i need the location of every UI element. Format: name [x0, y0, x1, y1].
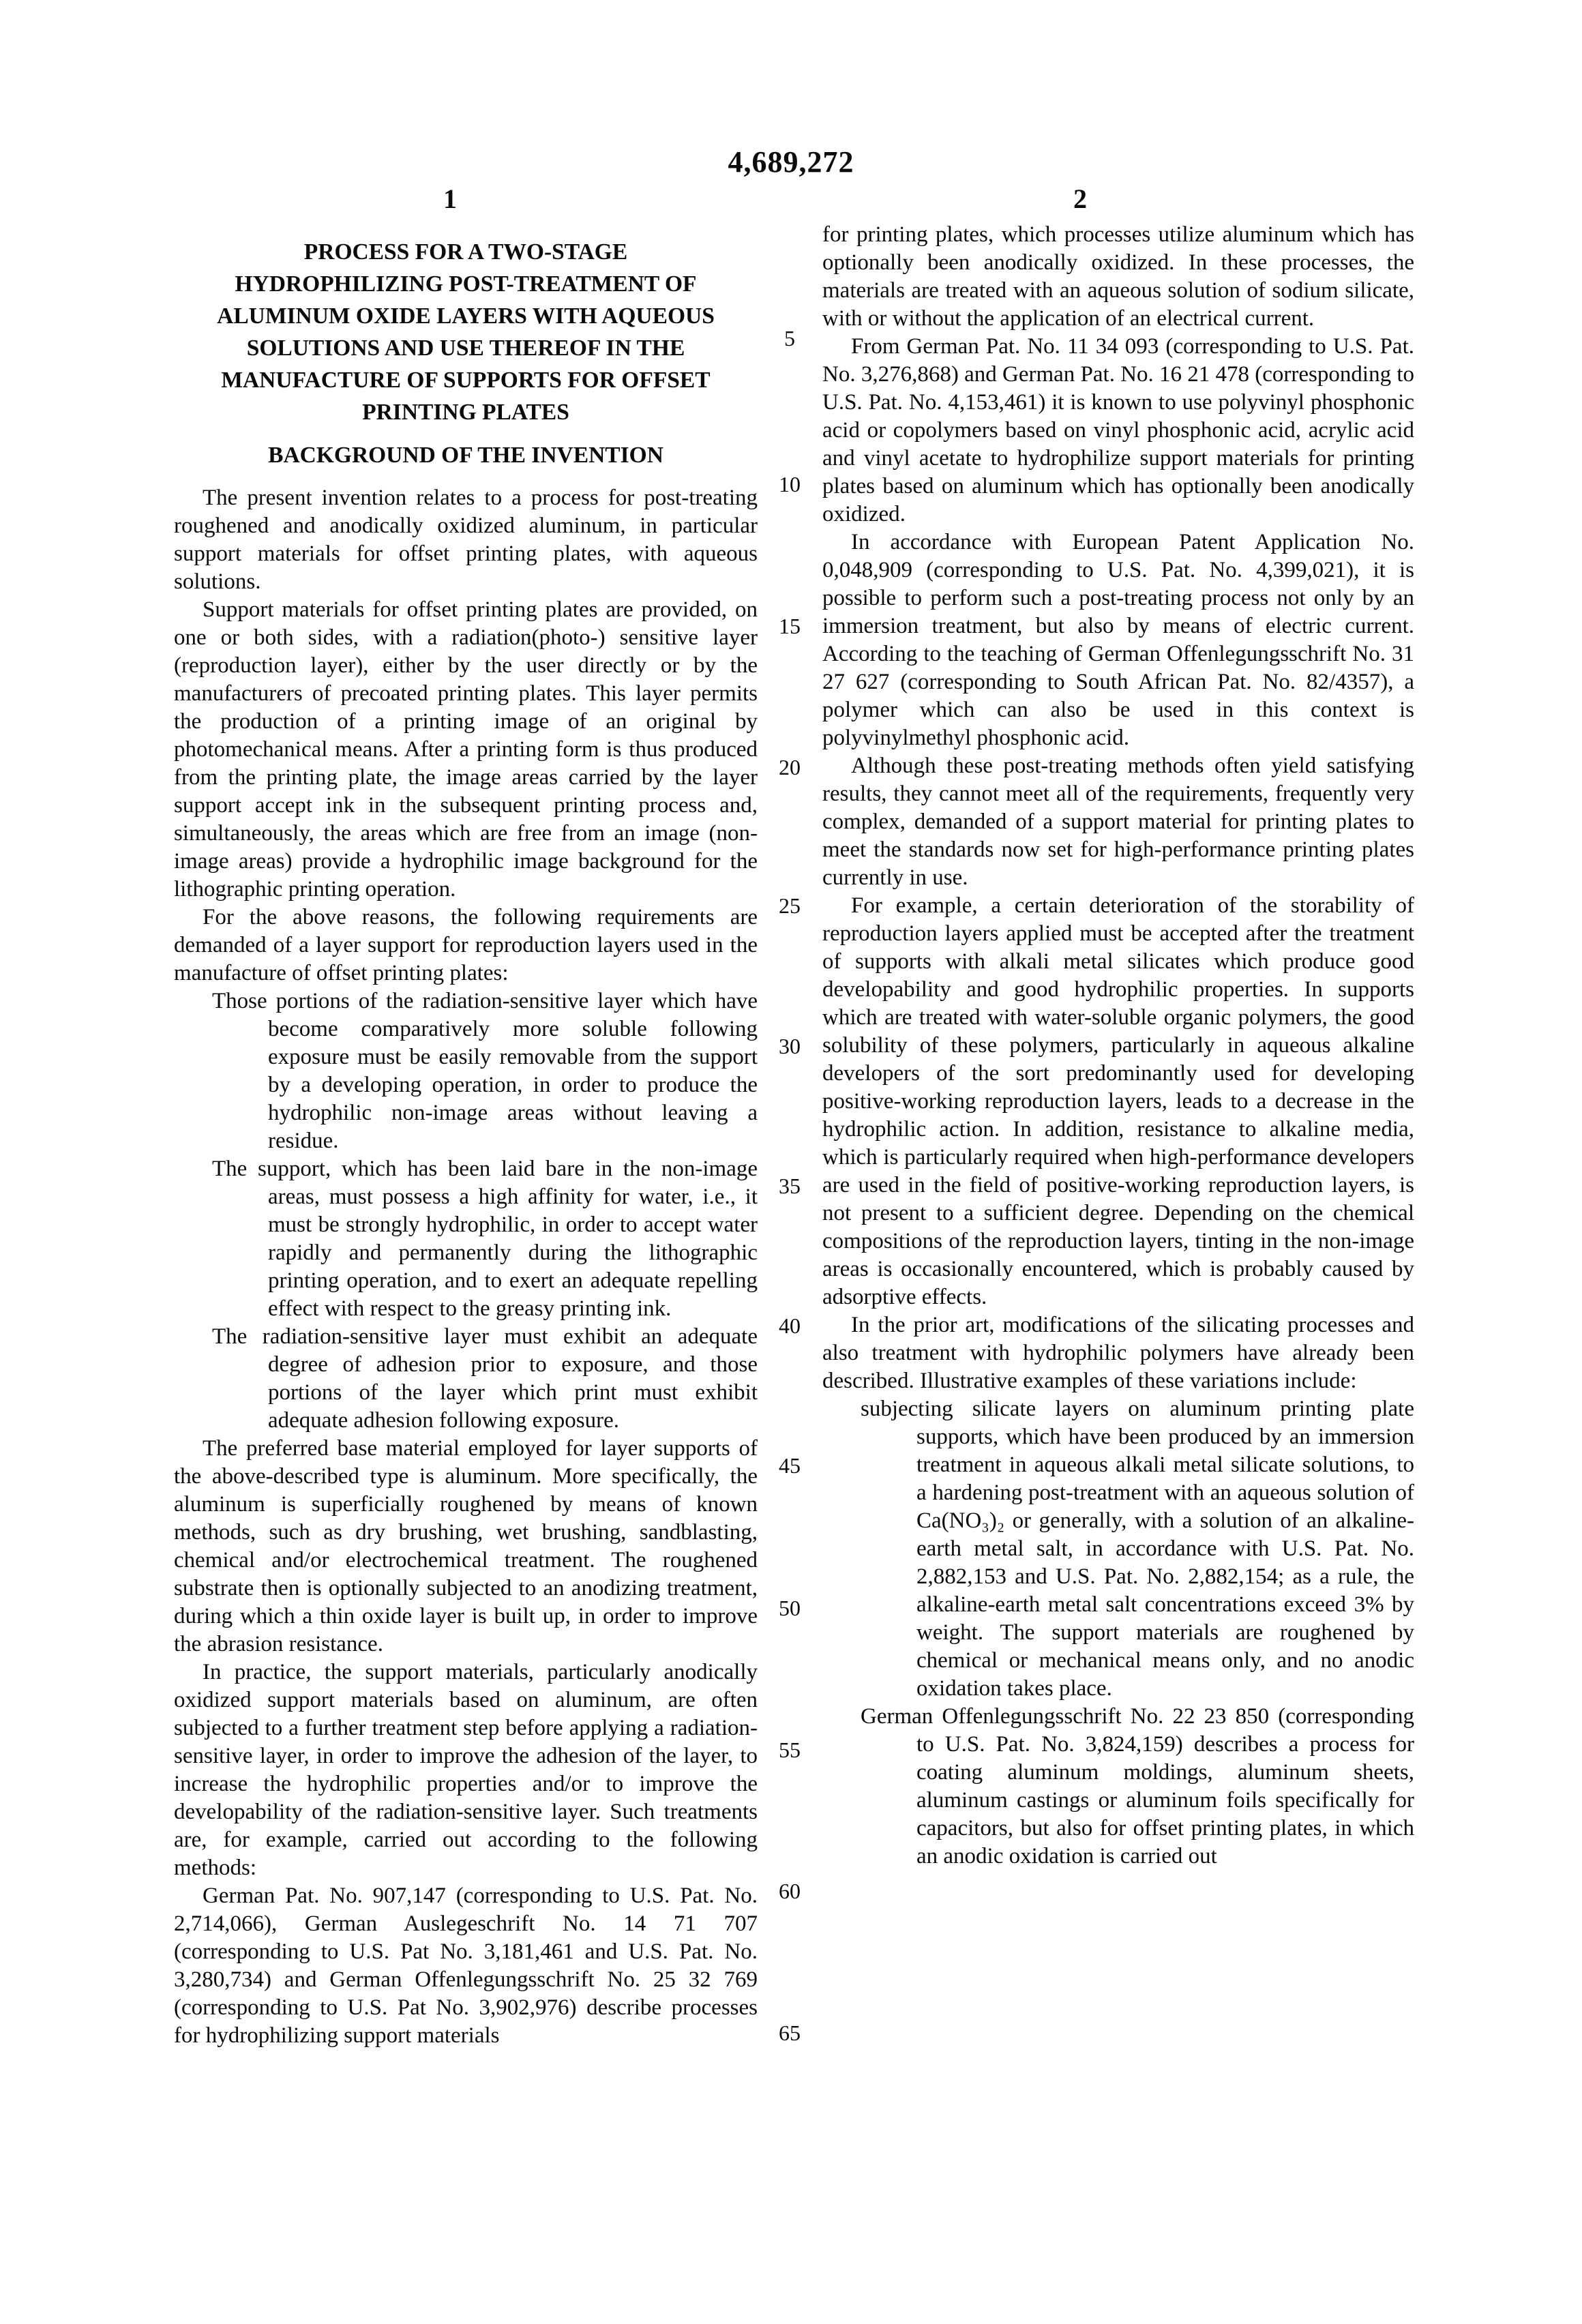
- left-column-text: [174, 484, 758, 2050]
- column-number-right: 2: [1073, 183, 1087, 214]
- line-number: 45: [779, 1453, 801, 1478]
- background-heading: BACKGROUND OF THE INVENTION: [268, 443, 663, 468]
- paragraph: The radiation-sensitive layer must exhibit an adequate degree of adhesion prior to exposure, and those portions of the layer which print must exhibit adequate adhesion following exposure.: [212, 1324, 758, 1433]
- paragraph: Although these post-treating methods often yield satisfying results, they cannot meet all of the requirements, frequently very complex, demanded of a support material for printing plates to meet the standards now set for high-performance printing plates currently in use.: [822, 754, 1414, 890]
- paragraph: The preferred base material employed for layer supports of the above-described type is aluminum. More specifically, the aluminum is superficially roughened by means of known methods, such as dry brushing, wet brushing, sandblasting, chemical and/or electrochemical treatment. The roughened substrate then is optionally subjected to an anodizing treatment, during which a thin oxide layer is built up, in order to improve the abrasion resistance.: [174, 1436, 758, 1656]
- line-number: 30: [779, 1034, 801, 1058]
- left-column: [174, 236, 758, 2050]
- invention-title-line: PROCESS FOR A TWO-STAGE: [303, 239, 628, 265]
- paragraph: The present invention relates to a process for post-treating roughened and anodically oxidized aluminum, in particular support materials for offset printing plates, with aqueous solutions.: [174, 486, 758, 594]
- right-column: [822, 221, 1414, 1871]
- invention-title-line: HYDROPHILIZING POST-TREATMENT OF: [235, 271, 697, 297]
- column-number-left: 1: [443, 183, 457, 214]
- paragraph: From German Pat. No. 11 34 093 (corresponding to U.S. Pat. No. 3,276,868) and German Pat. No. 16 21 478 (corresponding to U.S. Pat. No. 4,153,461) it is known to use polyvinyl phosphonic acid or copolymers based on vinyl phosphonic acid, acrylic acid and vinyl acetate to hydrophilize support materials for printing plates based on aluminum which has optionally been anodically oxidized.: [822, 334, 1414, 526]
- invention-title-line: PRINTING PLATES: [362, 400, 569, 425]
- invention-title: [174, 236, 758, 428]
- line-number: 5: [784, 326, 795, 351]
- paragraph: For example, a certain deterioration of the storability of reproduction layers applied must be accepted after the treatment of supports with alkali metal silicates which produce good developability and good hydrophilic properties. In supports which are treated with water-soluble organic polymers, the good solubility of these polymers, particularly in aqueous alkaline developers of the sort predominantly used for developing positive-working reproduction layers, leads to a decrease in the hydrophilic action. In addition, resistance to alkaline media, which is particularly required when high-performance developers are used in the field of positive-working reproduction layers, is not present to a sufficient degree. Depending on the chemical compositions of the reproduction layers, tinting in the non-image areas is occasionally encountered, which is probably caused by adsorptive effects.: [822, 893, 1414, 1309]
- invention-title-line: ALUMINUM OXIDE LAYERS WITH AQUEOUS: [217, 303, 715, 329]
- right-column-text: [822, 221, 1414, 1871]
- line-number: 60: [779, 1879, 801, 1903]
- patent-number: 4,689,272: [728, 145, 854, 179]
- paragraph: for printing plates, which processes utilize aluminum which has optionally been anodically oxidized. In these processes, the materials are treated with an aqueous solution of sodium silicate, with or without the application of an electrical current.: [822, 222, 1414, 331]
- paragraph: For the above reasons, the following requirements are demanded of a layer support for reproduction layers used in the manufacture of offset printing plates:: [174, 905, 758, 985]
- line-number: 50: [779, 1596, 801, 1620]
- paragraph: Support materials for offset printing plates are provided, on one or both sides, with a radiation(photo-) sensitive layer (reproduction layer), either by the user directly or by the manufacturers of precoated printing plates. This layer permits the production of a printing image of an original by photomechanical means. After a printing form is thus produced from the printing plate, the image areas carried by the layer support accept ink in the subsequent printing process and, simultaneously, the areas which are free from an image (non-image areas) provide a hydrophilic image background for the lithographic printing operation.: [174, 597, 758, 902]
- paragraph: German Offenlegungsschrift No. 22 23 850 (corresponding to U.S. Pat. No. 3,824,159) describes a process for coating aluminum moldings, aluminum sheets, aluminum castings or aluminum foils specifically for capacitors, but also for offset printing plates, in which an anodic oxidation is carried out: [861, 1704, 1414, 1868]
- line-number: 40: [779, 1313, 801, 1338]
- line-number: 20: [779, 755, 801, 779]
- line-number: 65: [779, 2021, 801, 2045]
- line-number: 35: [779, 1174, 801, 1198]
- paragraph: subjecting silicate layers on aluminum printing plate supports, which have been produced by an immersion treatment in aqueous alkali metal silicate solutions, to a hardening post-treatment with an aqueous solution of Ca(NO₃)₂ or generally, with a solution of an alkaline-earth metal salt, in accordance with U.S. Pat. No. 2,882,153 and U.S. Pat. No. 2,882,154; as a rule, the alkaline-earth metal salt concentrations exceed 3% by weight. The support materials are roughened by chemical or mechanical means only, and no anodic oxidation takes place.: [861, 1397, 1414, 1701]
- line-number: 15: [779, 614, 801, 638]
- paragraph: In practice, the support materials, particularly anodically oxidized support materials based on aluminum, are often subjected to a further treatment step before applying a radiation-sensitive layer, in order to improve the adhesion of the layer, to increase the hydrophilic properties and/or to improve the developability of the radiation-sensitive layer. Such treatments are, for example, carried out according to the following methods:: [174, 1660, 758, 1880]
- line-number: 25: [779, 893, 801, 918]
- line-number: 55: [779, 1738, 801, 1762]
- line-number: 10: [779, 472, 801, 496]
- paragraph: Those portions of the radiation-sensitive layer which have become comparatively more soluble following exposure must be easily removable from the support by a developing operation, in order to produce the hydrophilic non-image areas without leaving a residue.: [212, 989, 758, 1153]
- paragraph: The support, which has been laid bare in the non-image areas, must possess a high affinity for water, i.e., it must be strongly hydrophilic, in order to accept water rapidly and permanently during the lithographic printing operation, and to exert an adequate repelling effect with respect to the greasy printing ink.: [212, 1157, 758, 1321]
- invention-title-line: SOLUTIONS AND USE THEREOF IN THE: [246, 336, 685, 361]
- paragraph: In accordance with European Patent Application No. 0,048,909 (corresponding to U.S. Pat. No. 4,399,021), it is possible to perform such a post-treating process not only by an immersion treatment, but also by means of electric current. According to the teaching of German Offenlegungsschrift No. 31 27 627 (corresponding to South African Pat. No. 82/4357), a polymer which can also be used in this context is polyvinylmethyl phosphonic acid.: [822, 530, 1414, 750]
- paragraph: German Pat. No. 907,147 (corresponding to U.S. Pat. No. 2,714,066), German Auslegeschrift No. 14 71 707 (corresponding to U.S. Pat No. 3,181,461 and U.S. Pat. No. 3,280,734) and German Offenlegungsschrift No. 25 32 769 (corresponding to U.S. Pat No. 3,902,976) describe processes for hydrophilizing support materials: [174, 1883, 758, 2048]
- invention-title-line: MANUFACTURE OF SUPPORTS FOR OFFSET: [221, 368, 711, 393]
- paragraph: In the prior art, modifications of the silicating processes and also treatment with hydrophilic polymers have already been described. Illustrative examples of these variations include:: [822, 1313, 1414, 1393]
